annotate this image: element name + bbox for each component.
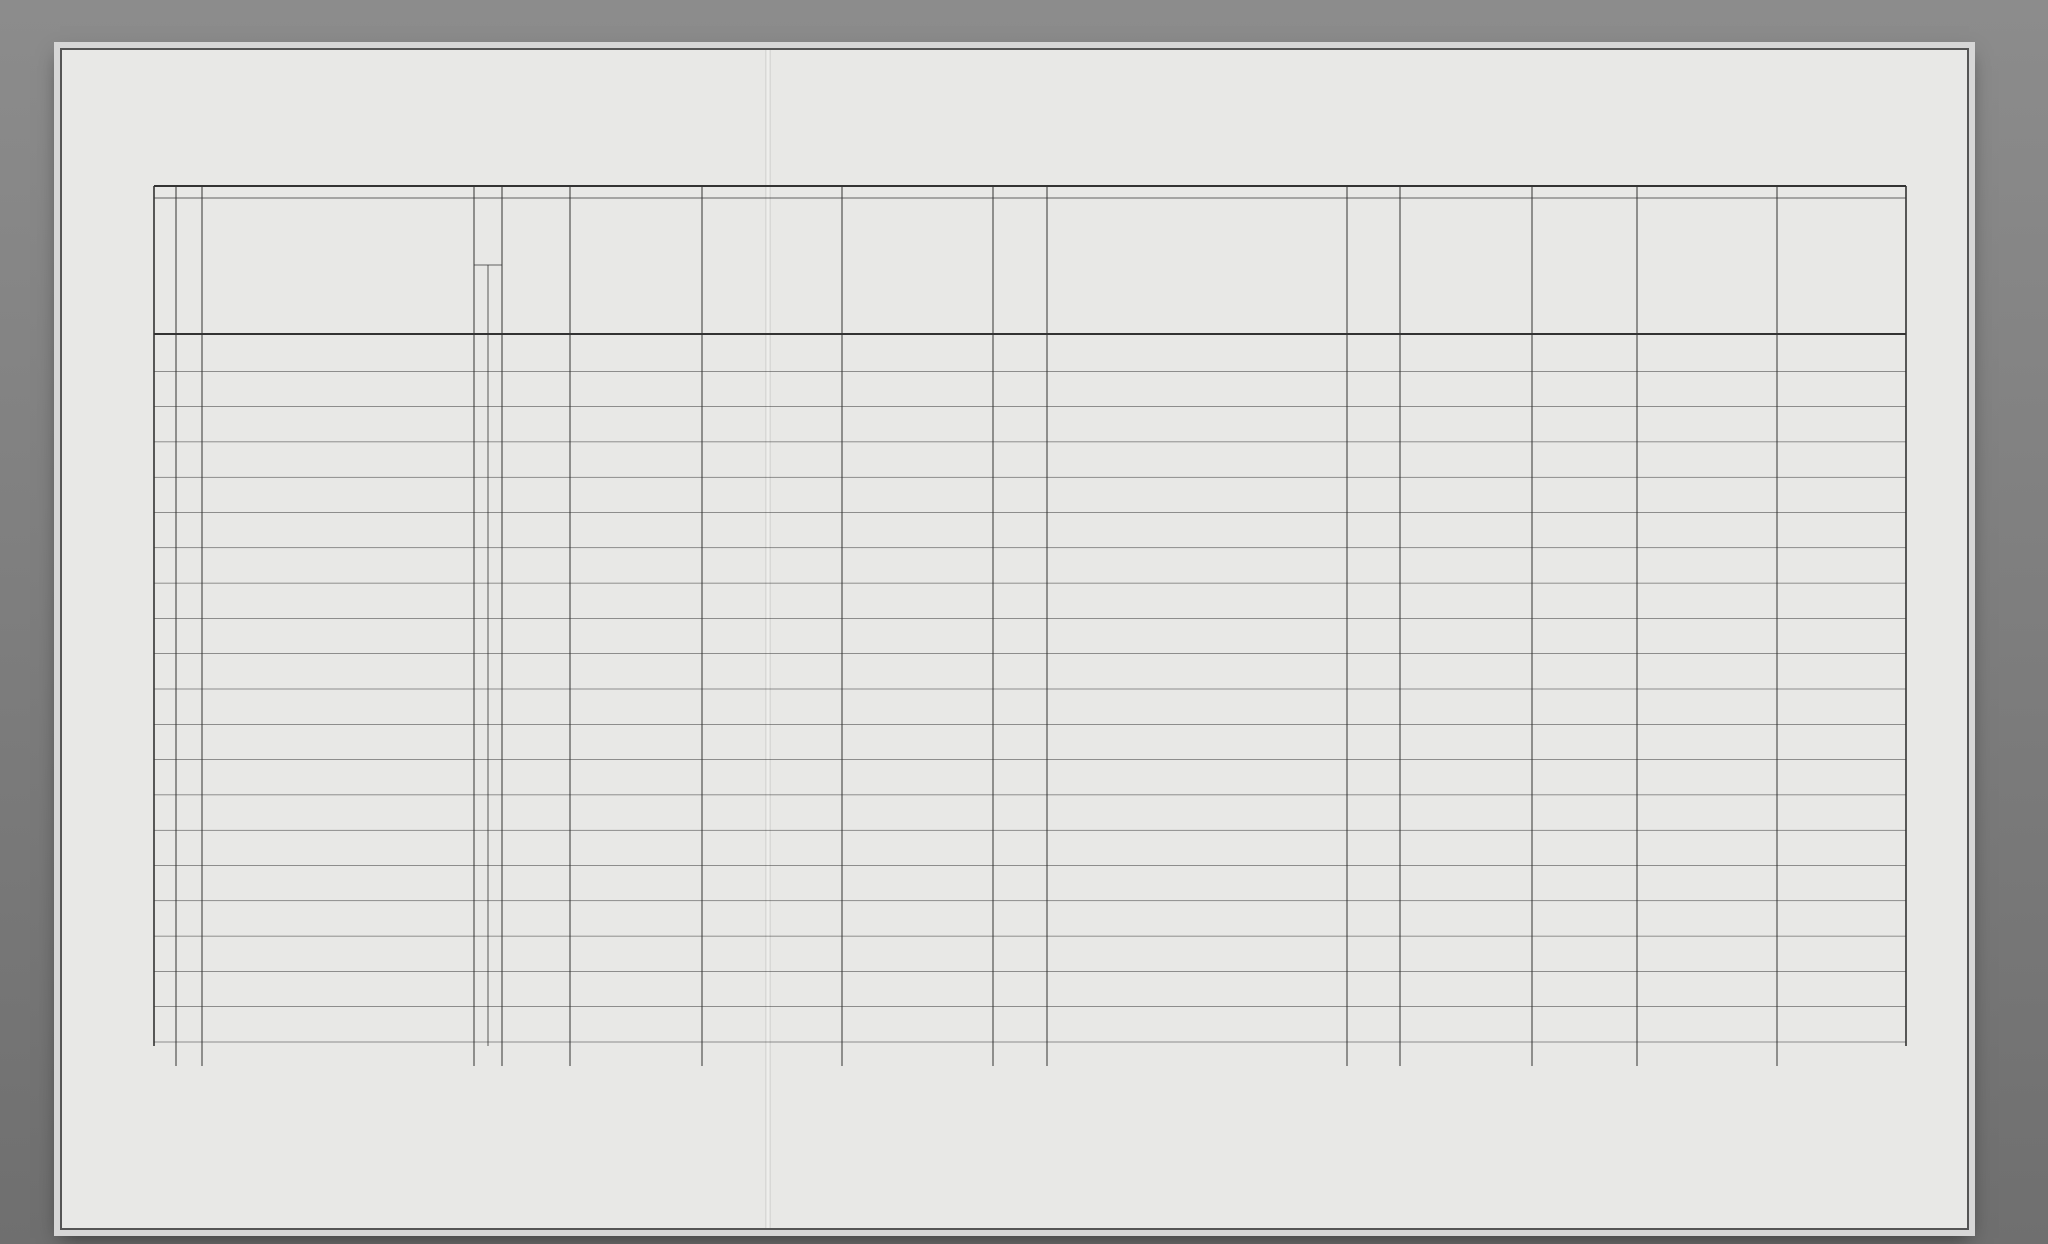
column-header (997, 204, 1043, 332)
census-form-sheet (60, 48, 1969, 1230)
column-header (1351, 204, 1396, 332)
column-header (706, 204, 838, 332)
column-header (478, 204, 566, 218)
column-header (1781, 204, 1902, 332)
column-header (846, 204, 989, 332)
column-header (1641, 204, 1773, 332)
column-header (206, 204, 470, 332)
column-header (1051, 204, 1343, 332)
column-header (1536, 204, 1633, 332)
column-header (1404, 204, 1528, 332)
column-header (574, 204, 698, 332)
